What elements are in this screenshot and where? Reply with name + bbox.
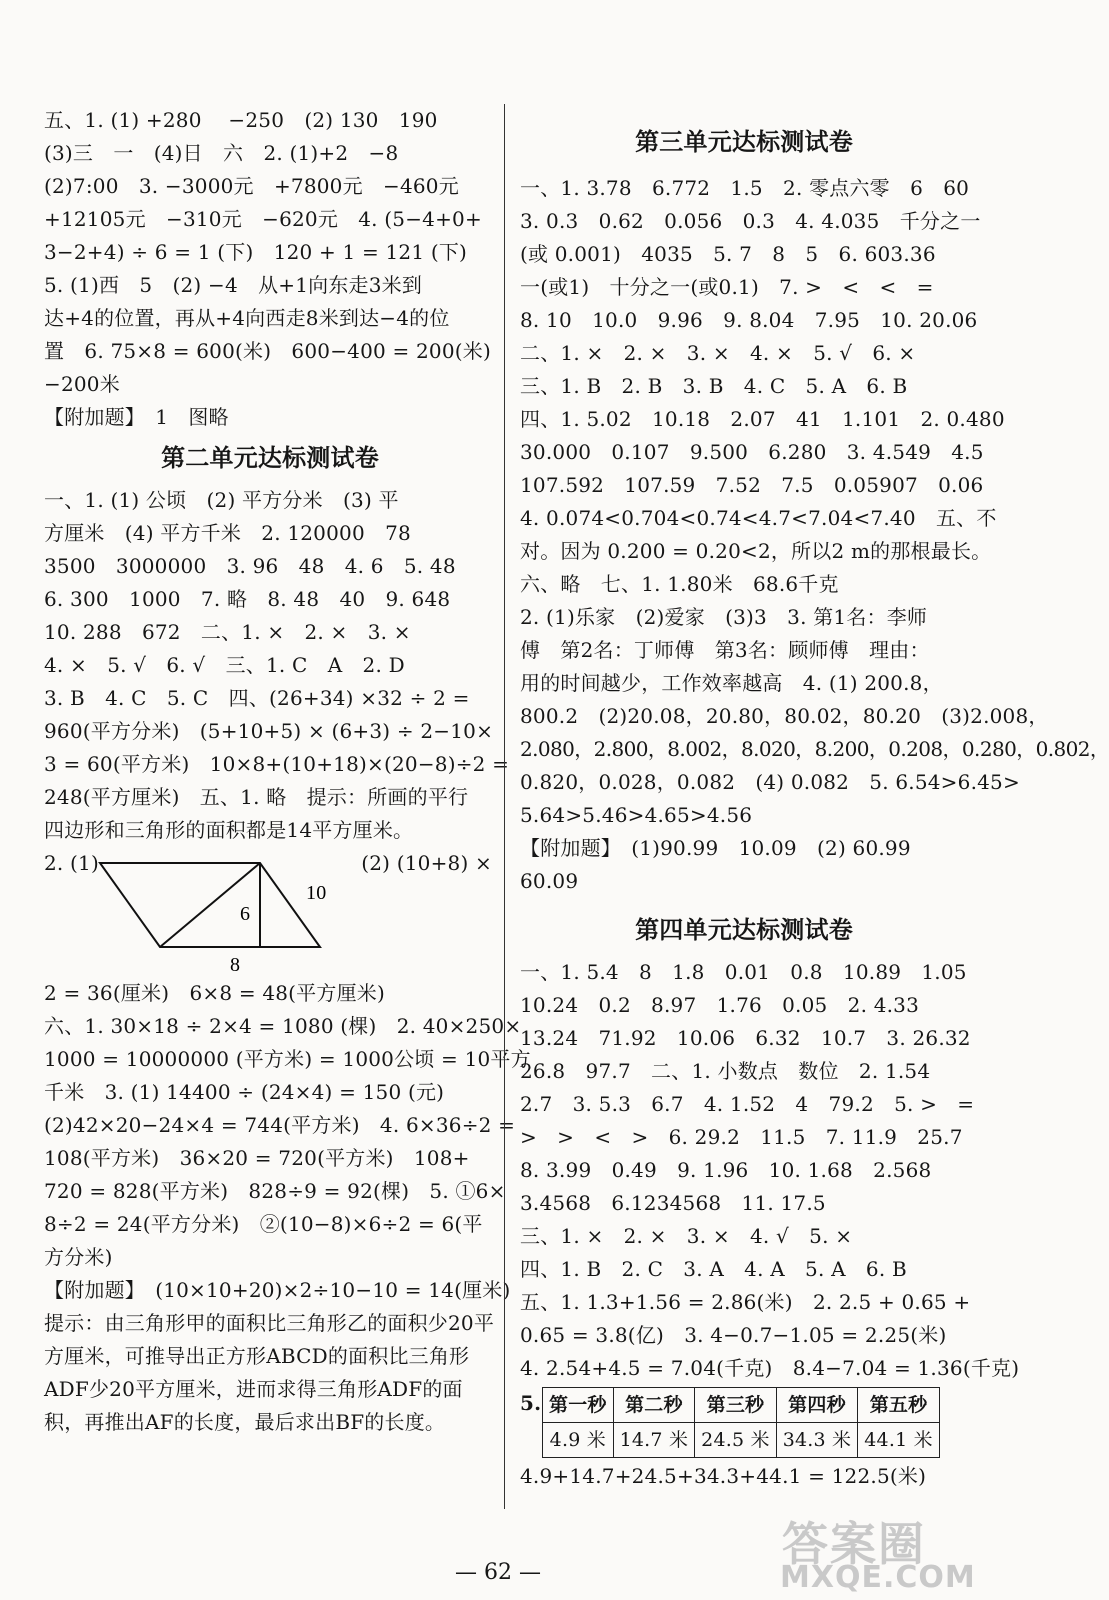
watermark-logo [774,1508,974,1598]
question-number: 5. [520,1391,542,1415]
side-label-10: 10 [306,882,327,904]
text-line: 107.592 107.59 7.52 7.5 0.05907 0.06 [520,473,984,497]
text-line: 一、1. 5.4 8 1.8 0.01 0.8 10.89 1.05 [520,960,967,984]
text-line: 5.64>5.46>4.65>4.56 [520,803,753,827]
text-line: 10. 288 672 二、1. × 2. × 3. × [44,620,411,644]
text-line: 六、1. 30×18 ÷ 2×4 = 1080 (棵) 2. 40×250× [44,1014,522,1038]
text-line: 800.2 (2)20.08，20.80，80.02，80.20 (3)2.008， [520,704,1049,728]
table-header-row [543,1388,940,1423]
text-line: 13.24 71.92 10.06 6.32 10.7 3. 26.32 [520,1026,971,1050]
unit1-answers-tail [44,104,496,434]
text-line: 0.65 = 3.8(亿) 3. 4−0.7−1.05 = 2.25(米) [520,1323,947,1347]
text-line: 1000 = 10000000 (平方米) = 1000公顷 = 10平方 [44,1047,531,1071]
page-number: — 62 — [455,1560,541,1585]
unit4-title: 第四单元达标测试卷 [635,915,853,944]
text-line: 3−2+4) ÷ 6 = 1 (下) 120 + 1 = 121 (下) [44,240,468,264]
text-line: 四、1. 5.02 10.18 2.07 41 1.101 2. 0.480 [520,407,1005,431]
unit3-title: 第三单元达标测试卷 [635,127,853,156]
text-line: 一、1. (1) 公顷 (2) 平方分米 (3) 平 [44,488,399,512]
watermark-url: MXQE.COM [780,1560,976,1595]
bonus-line: 【附加题】 (1)90.99 10.09 (2) 60.99 [520,836,911,860]
unit2-answers-cont [44,977,531,1439]
unit4-answers [520,956,1020,1385]
text-line: 60.09 [520,869,579,893]
text-line: 三、1. B 2. B 3. B 4. C 5. A 6. B [520,374,908,398]
right-column [520,104,1109,1493]
table-header-cell: 第一秒 [543,1388,614,1423]
table-cell: 44.1 米 [858,1423,940,1458]
text-line: 8. 10 10.0 9.96 9. 8.04 7.95 10. 20.06 [520,308,978,332]
text-line: 对。因为 0.200 = 0.20<2，所以2 m的那根最长。 [520,539,992,563]
speed-table [542,1387,940,1458]
bonus-line: 【附加题】 (10×10+20)×2÷10−10 = 14(厘米) [44,1278,511,1302]
table-cell: 34.3 米 [776,1423,858,1458]
column-divider [504,104,505,1509]
text-line: 2 = 36(厘米) 6×8 = 48(平方厘米) [44,981,385,1005]
figure-label-left: 2. (1) [44,851,99,875]
hint-paragraph: 提示：由三角形甲的面积比三角形乙的面积少20平方厘米，可推导出正方形ABCD的面积比三角形ADF少20平方厘米，进而求得三角形ADF的面积，再推出AF的长度，最后求出BF的长度。 [44,1311,495,1434]
text-line: 0.820，0.028，0.082 (4) 0.082 5. 6.54>6.45> [520,770,1020,794]
text-line: > > < > 6. 29.2 11.5 7. 11.9 25.7 [520,1125,963,1149]
text-line: 2.7 3. 5.3 6.7 4. 1.52 4 79.2 5. > = [520,1092,975,1116]
text-line: +12105元 −310元 −620元 4. (5−4+0+ [44,207,482,231]
text-line: (2)7:00 3. −3000元 +7800元 −460元 [44,174,459,198]
text-line: 五、1. 1.3+1.56 = 2.86(米) 2. 2.5 + 0.65 + [520,1290,971,1314]
text-line: 720 = 828(平方米) 828÷9 = 92(棵) 5. ①6× [44,1179,506,1203]
text-line: 8. 3.99 0.49 9. 1.96 10. 1.68 2.568 [520,1158,932,1182]
table-header-cell: 第四秒 [776,1388,858,1423]
text-line: 一、1. 3.78 6.772 1.5 2. 零点六零 6 60 [520,176,970,200]
text-line: 3. B 4. C 5. C 四、(26+34) ×32 ÷ 2 = [44,686,470,710]
text-line: 置 6. 75×8 = 600(米) 600−400 = 200(米) [44,339,491,363]
text-line: 达+4的位置，再从+4向西走8米到达−4的位 [44,306,450,330]
figure-label-right: (2) (10+8) × [361,851,492,875]
text-line: 一(或1) 十分之一(或0.1) 7. > < < = [520,275,934,299]
watermark-text: 答案圈 [782,1517,926,1571]
text-line: 三、1. × 2. × 3. × 4. √ 5. × [520,1224,853,1248]
table-row [543,1423,940,1458]
text-line: 30.000 0.107 9.500 6.280 3. 4.549 4.5 [520,440,984,464]
text-line: 千米 3. (1) 14400 ÷ (24×4) = 150 (元) [44,1080,445,1104]
unit2-answers [44,484,510,847]
table-cell: 14.7 米 [613,1423,695,1458]
text-line: 3500 3000000 3. 96 48 4. 6 5. 48 [44,554,456,578]
text-line: 5. (1)西 5 (2) −4 从+1向东走3米到 [44,273,423,297]
text-line: 傅 第2名：丁师傅 第3名：顾师傅 理由： [520,638,930,662]
text-line: −200米 [44,372,120,396]
text-line: 方分米) [44,1245,113,1269]
text-line: 248(平方厘米) 五、1. 略 提示：所画的平行 [44,785,469,809]
unit2-title: 第二单元达标测试卷 [161,443,379,472]
text-line: 4. × 5. √ 6. √ 三、1. C A 2. D [44,653,405,677]
table-cell: 4.9 米 [543,1423,614,1458]
text-line: (2)42×20−24×4 = 744(平方米) 4. 6×36÷2 = [44,1113,516,1137]
text-line: 二、1. × 2. × 3. × 4. × 5. √ 6. × [520,341,916,365]
side-label-8: 8 [230,954,241,976]
text-line: 10.24 0.2 8.97 1.76 0.05 2. 4.33 [520,993,920,1017]
parallelogram-figure-row [44,847,496,977]
text-line: 3. 0.3 0.62 0.056 0.3 4. 4.035 千分之一 [520,209,981,233]
text-line: 3.4568 6.1234568 11. 17.5 [520,1191,826,1215]
text-line: (3)三 一 (4)日 六 2. (1)+2 −8 [44,141,399,165]
text-line: 四边形和三角形的面积都是14平方厘米。 [44,818,414,842]
table-header-cell: 第五秒 [858,1388,940,1423]
text-line: 4.9+14.7+24.5+34.3+44.1 = 122.5(米) [520,1464,927,1488]
table-header-cell: 第二秒 [613,1388,695,1423]
text-line: 五、1. (1) +280 −250 (2) 130 190 [44,108,438,132]
text-line: 方厘米 (4) 平方千米 2. 120000 78 [44,521,411,545]
text-line: 26.8 97.7 二、1. 小数点 数位 2. 1.54 [520,1059,931,1083]
left-column [44,104,531,1439]
speed-table-block [520,1387,968,1458]
bonus-line: 【附加题】 1 图略 [44,405,229,429]
parallelogram-diagram [100,853,340,975]
table-cell: 24.5 米 [695,1423,777,1458]
text-line: 3 = 60(平方米) 10×8+(10+18)×(20−8)÷2 = [44,752,510,776]
text-line: 2.080，2.800，8.002，8.020，8.200，0.208，0.280，0.802， [520,737,1109,761]
unit3-answers [520,172,1109,898]
text-line: 6. 300 1000 7. 略 8. 48 40 9. 648 [44,587,451,611]
text-line: 960(平方分米) (5+10+5) × (6+3) ÷ 2−10× [44,719,494,743]
text-line: 用的时间越少，工作效率越高 4. (1) 200.8， [520,671,943,695]
text-line: 六、略 七、1. 1.80米 68.6千克 [520,572,839,596]
text-line: 四、1. B 2. C 3. A 4. A 5. A 6. B [520,1257,907,1281]
text-line: 4. 2.54+4.5 = 7.04(千克) 8.4−7.04 = 1.36(千克) [520,1356,1020,1380]
text-line: 8÷2 = 24(平方分米) ②(10−8)×6÷2 = 6(平 [44,1212,483,1236]
text-line: 108(平方米) 36×20 = 720(平方米) 108+ [44,1146,470,1170]
text-line: (或 0.001) 4035 5. 7 8 5 6. 603.36 [520,242,936,266]
text-line: 4. 0.074<0.704<0.74<4.7<7.04<7.40 五、不 [520,506,997,530]
table-header-cell: 第三秒 [695,1388,777,1423]
text-line: 2. (1)乐家 (2)爱家 (3)3 3. 第1名：李师 [520,605,928,629]
side-label-6: 6 [240,903,251,925]
